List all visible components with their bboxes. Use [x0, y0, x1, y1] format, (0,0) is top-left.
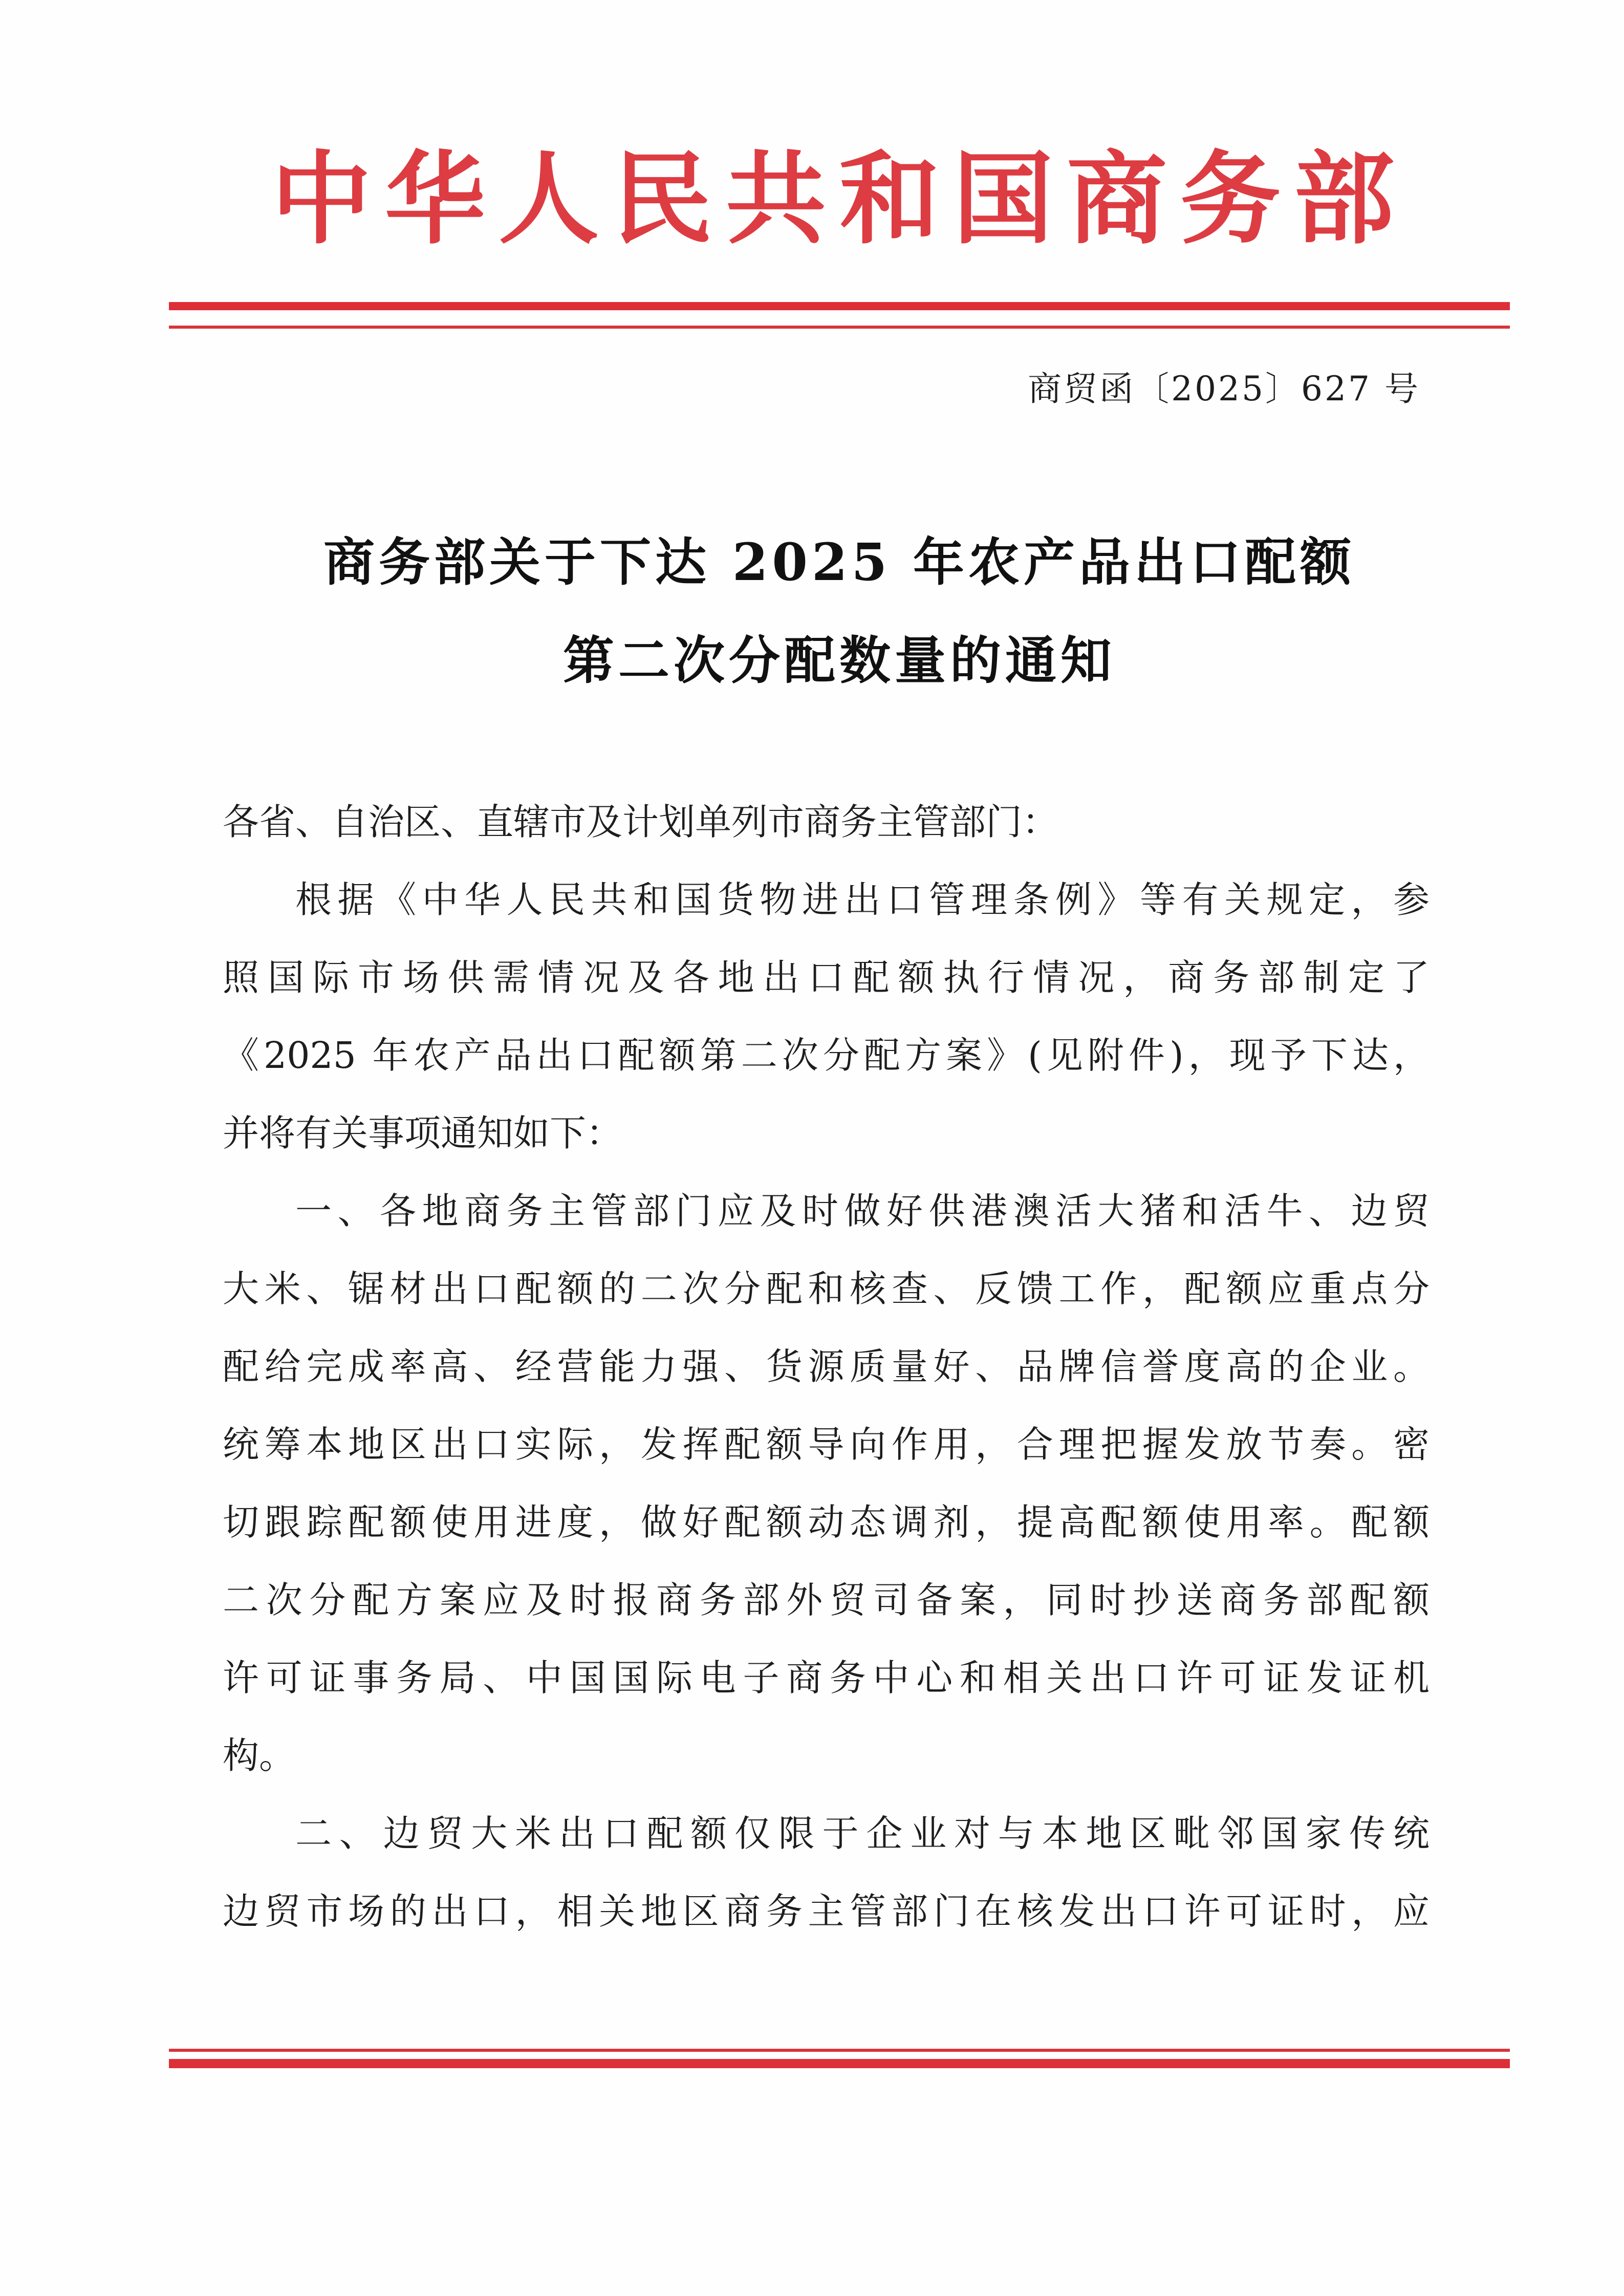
body-line-salutation: 各省、自治区、直辖市及计划单列市商务主管部门： — [223, 801, 1059, 843]
document-reference-number: 商贸函〔2025〕627 号 — [1028, 369, 1420, 409]
body-line: 大米、锯材出口配额的二次分配和核查、反馈工作，配额应重点分 — [223, 1268, 1430, 1310]
body-line: 并将有关事项通知如下： — [223, 1112, 623, 1154]
body-line-item-1: 一、各地商务主管部门应及时做好供港澳活大猪和活牛、边贸 — [295, 1190, 1430, 1232]
body-line: 边贸市场的出口，相关地区商务主管部门在核发出口许可证时，应 — [223, 1890, 1430, 1933]
body-line: 许可证事务局、中国国际电子商务中心和相关出口许可证发证机 — [223, 1657, 1430, 1699]
body-line-item-2: 二、边贸大米出口配额仅限于企业对与本地区毗邻国家传统 — [295, 1812, 1430, 1855]
notice-title-line1: 商务部关于下达 2025 年农产品出口配额 — [323, 532, 1355, 592]
body-line: 二次分配方案应及时报商务部外贸司备案，同时抄送商务部配额 — [223, 1579, 1430, 1621]
notice-body — [223, 783, 1430, 1950]
ministry-letterhead-title: 中华人民共和国商务部 — [271, 140, 1408, 258]
notice-title-line2: 第二次分配数量的通知 — [563, 630, 1116, 691]
footer-rule-thick — [169, 2059, 1510, 2068]
header-rule-thin — [169, 326, 1510, 329]
footer-rule-thin — [169, 2049, 1510, 2052]
body-line: 构。 — [223, 1734, 296, 1777]
body-line: 照国际市场供需情况及各地出口配额执行情况，商务部制定了 — [223, 956, 1430, 999]
body-line: 统筹本地区出口实际，发挥配额导向作用，合理把握发放节奏。密 — [223, 1423, 1430, 1466]
body-line: 《2025 年农产品出口配额第二次分配方案》(见附件)，现予下达， — [223, 1034, 1430, 1077]
header-rule-thick — [169, 302, 1510, 310]
body-line: 根据《中华人民共和国货物进出口管理条例》等有关规定，参 — [295, 878, 1430, 921]
body-line: 配给完成率高、经营能力强、货源质量好、品牌信誉度高的企业。 — [223, 1345, 1430, 1388]
body-line: 切跟踪配额使用进度，做好配额动态调剂，提高配额使用率。配额 — [223, 1501, 1430, 1543]
